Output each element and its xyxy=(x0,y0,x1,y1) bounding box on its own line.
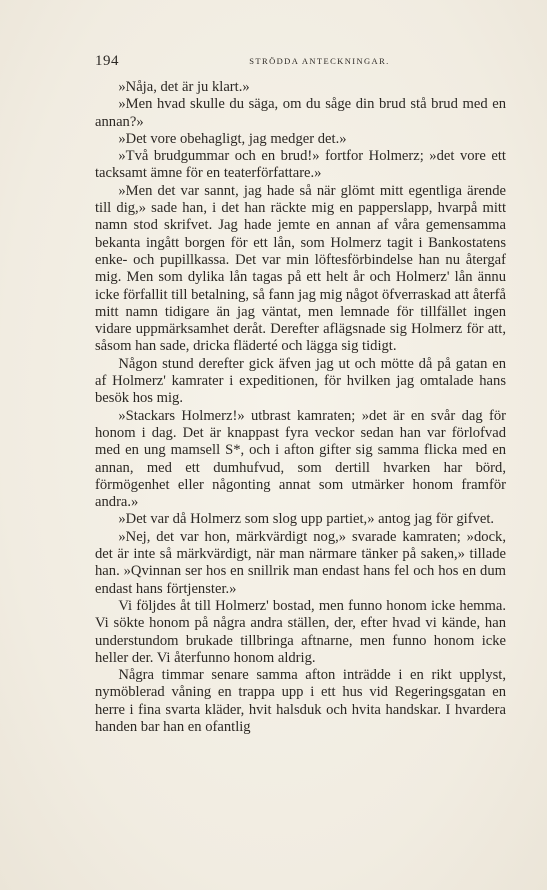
paragraph: Någon stund derefter gick äfven jag ut och mötte då på gatan en af Holmerz' kamrater i expeditionen, för hvilken jag omtalade hans besök hos mig. xyxy=(95,355,506,407)
page-header xyxy=(95,53,506,71)
paragraph: »Nåja, det är ju klart.» xyxy=(118,79,250,95)
paragraph: »Nej, det var hon, märkvärdigt nog,» svarade kamraten; »dock, det är inte så märkvärdigt, när man närmare tänker på saken,» tillade han. »Qvinnan ser hos en snillrik man endast hans fel och hos en dum endast hans förtjenster.» xyxy=(95,528,506,597)
paragraph: »Det vore obehagligt, jag medger det.» xyxy=(118,130,347,147)
body-text xyxy=(95,79,506,736)
paragraph: »Det var då Holmerz som slog upp partiet,» antog jag för gifvet. xyxy=(118,511,495,528)
paragraph: »Men hvad skulle du säga, om du såge din brud stå brud med en annan?» xyxy=(95,96,506,130)
running-head: STRÖDDA ANTECKNINGAR. xyxy=(249,56,390,66)
paragraph: Vi följdes åt till Holmerz' bostad, men funno honom icke hemma. Vi sökte honom på några andra ställen, der, efter hvad vi kände, han understundom brukade tillbringa aftnarne, men funno honom icke heller der. Vi återfunno honom aldrig. xyxy=(95,597,506,666)
paragraph: »Men det var sannt, jag hade så när glömt mitt egentliga ärende till dig,» sade han, i det han räckte mig en papperslapp, hvarpå mitt namn stod skrifvet. Jag hade jemte en annan af våra gemensamma bekanta ingått borgen för ett lån, som Holmerz tagit i Bankostatens enke- och pupillkassa. Det var min löftesförbindelse han nu återgaf mig. Men som dylika lån tagas på ett helt år och Holmerz' lån ännu icke förfallit till betalning, så fann jag mig något öfverraskad att återfå mitt namn tidigare än jag väntat, men lemnade för tillfället ingen vidare uppmärksamhet deråt. Derefter aflägsnade sig Holmerz för att, såsom han sade, dricka fläderté och lägga sig tidigt. xyxy=(95,182,506,355)
paragraph: Några timmar senare samma afton inträdde i en rikt upplyst, nymöblerad våning en trappa upp i ett hus vid Regeringsgatan en herre i fina svarta kläder, hvit halsduk och hvita handskar. I hvardera handen bar han en ofantlig xyxy=(95,667,506,735)
paragraph: »Två brudgummar och en brud!» fortfor Holmerz; »det vore ett tacksamt ämne för en teaterförfattare.» xyxy=(95,148,506,182)
page-number: 194 xyxy=(95,53,119,69)
paragraph: »Stackars Holmerz!» utbrast kamraten; »det är en svår dag för honom i dag. Det är knappast fyra veckor sedan han var förlofvad med en ung mamsell S*, och i afton gifter sig samma flicka med en annan, med ett dumhufvud, som dertill hvarken har börd, förmögenhet eller någonting annat som utmärker honom framför andra.» xyxy=(95,407,506,511)
